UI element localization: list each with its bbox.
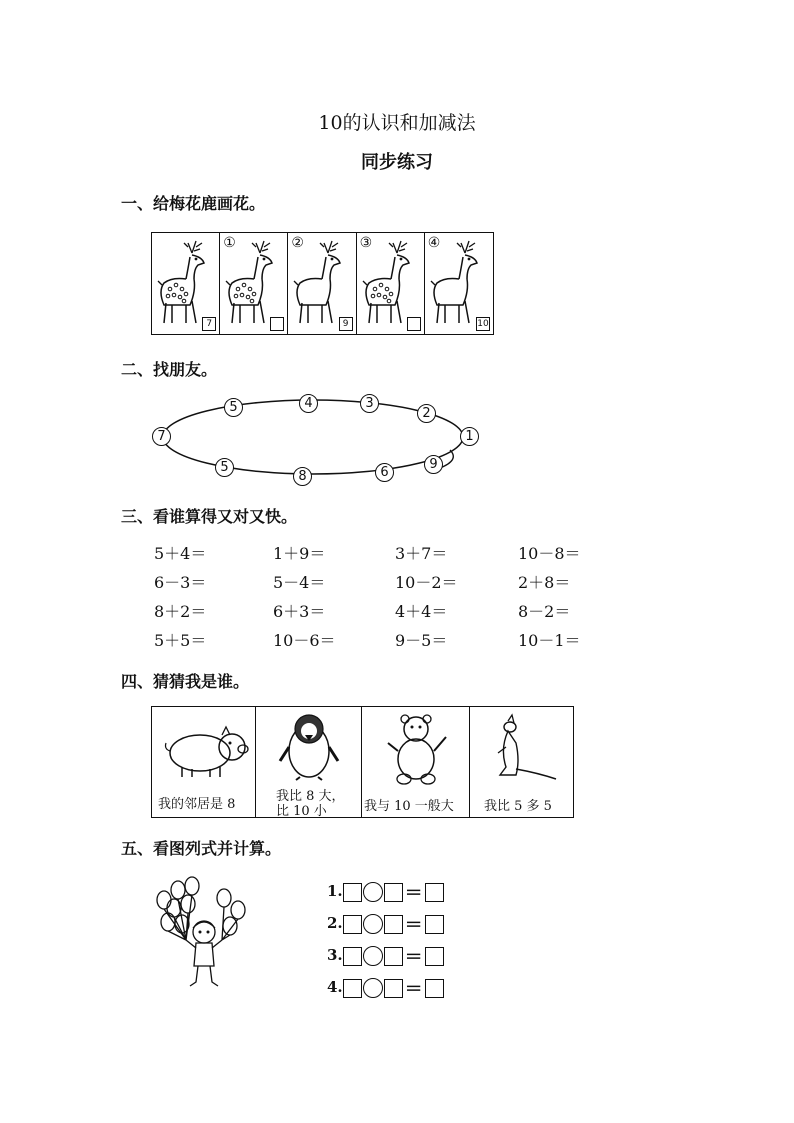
ring-number[interactable]: 4 (299, 394, 318, 413)
equation: 6－3＝ (154, 573, 207, 592)
equals-sign: ＝ (404, 883, 423, 904)
formula-row (327, 911, 444, 937)
page-subtitle: 同步练习 (361, 152, 433, 173)
answer-box[interactable] (343, 883, 362, 902)
formula-index: 4. (327, 978, 343, 996)
answer-box[interactable] (425, 883, 444, 902)
equals-sign: ＝ (404, 947, 423, 968)
equation: 10－2＝ (395, 573, 458, 592)
deer-cell (425, 233, 493, 334)
deer-count-box[interactable] (407, 317, 421, 331)
formula-index: 2. (327, 914, 343, 932)
deer-mark: ④ (427, 235, 441, 251)
equation: 10－6＝ (273, 631, 336, 650)
friends-ring (150, 390, 490, 490)
answer-box[interactable] (384, 915, 403, 934)
ring-number[interactable]: 8 (293, 467, 312, 486)
answer-box[interactable] (425, 979, 444, 998)
answer-box[interactable] (384, 979, 403, 998)
kangaroo-caption: 我比 5 多 5 (484, 799, 552, 814)
answer-box[interactable] (425, 947, 444, 966)
section-2-heading: 二、找朋友。 (121, 360, 218, 379)
pig-illustration (160, 721, 252, 781)
operator-circle[interactable] (363, 914, 383, 934)
formula-row (327, 943, 444, 969)
ring-number[interactable]: 9 (424, 455, 443, 474)
equation: 10－1＝ (518, 631, 581, 650)
deer-cell (357, 233, 425, 334)
page-title: 10的认识和加减法 (318, 112, 476, 134)
ring-number[interactable]: 5 (215, 458, 234, 477)
deer-cell (288, 233, 356, 334)
deer-icon (224, 239, 280, 327)
answer-box[interactable] (343, 979, 362, 998)
answer-box[interactable] (384, 947, 403, 966)
deer-count-box[interactable] (270, 317, 284, 331)
formula-index: 1. (327, 882, 343, 900)
bear-caption: 我与 10 一般大 (364, 799, 454, 814)
deer-count-box: 10 (477, 319, 489, 329)
penguin-illustration (276, 709, 342, 781)
deer-count-box: 9 (339, 317, 353, 331)
section-3-heading: 三、看谁算得又对又快。 (121, 507, 298, 526)
equation: 4＋4＝ (395, 602, 448, 621)
formula-row (327, 975, 444, 1001)
kangaroo-illustration (486, 713, 562, 783)
ring-number[interactable]: 3 (360, 394, 379, 413)
operator-circle[interactable] (363, 946, 383, 966)
operator-circle[interactable] (363, 882, 383, 902)
section-1-heading: 一、给梅花鹿画花。 (121, 194, 266, 213)
answer-box[interactable] (384, 883, 403, 902)
deer-mark: ② (291, 235, 304, 251)
deer-icon (156, 239, 212, 327)
deer-icon (361, 239, 417, 327)
answer-box[interactable] (343, 947, 362, 966)
deer-cell (152, 233, 220, 334)
deer-mark: ③ (359, 235, 373, 251)
equation: 8＋2＝ (154, 602, 207, 621)
penguin-caption-2: 比 10 小 (276, 804, 327, 819)
deer-mark: ① (223, 235, 236, 251)
deer-cell (220, 233, 288, 334)
ring-number[interactable]: 1 (460, 427, 479, 446)
bear-cell (362, 707, 470, 817)
equation: 3＋7＝ (395, 544, 448, 563)
guess-panel (151, 706, 574, 818)
operator-circle[interactable] (363, 978, 383, 998)
ring-number[interactable]: 7 (152, 427, 171, 446)
section-4-heading: 四、猜猜我是谁。 (121, 672, 250, 691)
equation: 5－4＝ (273, 573, 326, 592)
pig-caption: 我的邻居是 8 (158, 797, 236, 812)
equals-sign: ＝ (404, 979, 423, 1000)
deer-count-box: 7 (202, 317, 216, 331)
section-5-heading: 五、看图列式并计算。 (121, 839, 282, 858)
equation: 5＋4＝ (154, 544, 207, 563)
deer-icon (292, 239, 348, 327)
equation: 5＋5＝ (154, 631, 207, 650)
equation: 8－2＝ (518, 602, 571, 621)
kangaroo-cell (470, 707, 573, 817)
equation: 1＋9＝ (273, 544, 326, 563)
deer-icon (429, 239, 485, 327)
pig-cell (152, 707, 256, 817)
equals-sign: ＝ (404, 915, 423, 936)
equation: 9－5＝ (395, 631, 448, 650)
answer-box[interactable] (343, 915, 362, 934)
deer-panel (151, 232, 494, 335)
penguin-caption-1: 我比 8 大， (276, 789, 345, 804)
formula-row (327, 879, 444, 905)
bear-illustration (380, 713, 452, 787)
equation: 10－8＝ (518, 544, 581, 563)
ring-number[interactable]: 6 (375, 463, 394, 482)
penguin-cell (256, 707, 362, 817)
formula-index: 3. (327, 946, 343, 964)
ring-number[interactable]: 5 (224, 398, 243, 417)
answer-box[interactable] (425, 915, 444, 934)
ring-number[interactable]: 2 (417, 404, 436, 423)
equation: 6＋3＝ (273, 602, 326, 621)
balloon-boy-illustration (150, 876, 250, 998)
equation: 2＋8＝ (518, 573, 571, 592)
